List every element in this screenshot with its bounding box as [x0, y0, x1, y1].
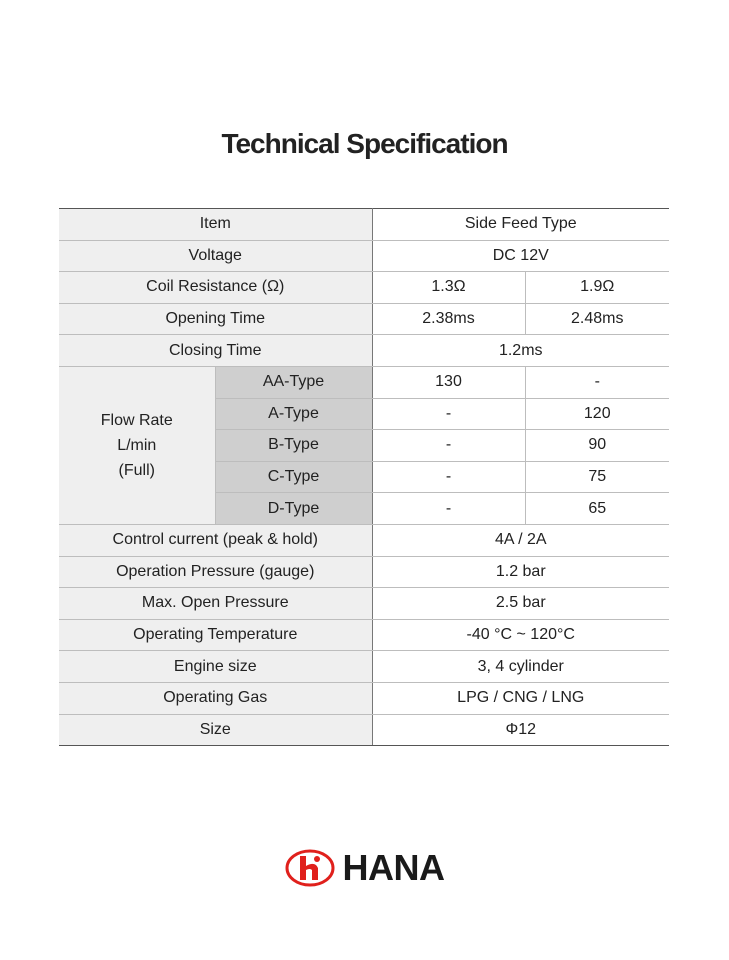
flow-value-d-2: 65: [525, 493, 669, 525]
table-row: [59, 556, 669, 588]
header-type: Side Feed Type: [372, 209, 669, 241]
table-row: [59, 366, 669, 398]
flow-rate-label-line-1: Flow Rate: [100, 411, 173, 429]
flow-rate-label: [59, 366, 215, 524]
opening-time-value-1: 2.38ms: [372, 303, 525, 335]
flow-value-a-1: -: [372, 398, 525, 430]
size-value: Φ12: [372, 714, 669, 746]
table-row: [59, 240, 669, 272]
flow-value-c-1: -: [372, 461, 525, 493]
hana-logo-icon: [285, 849, 335, 887]
table-row: [59, 209, 669, 241]
table-row: [59, 524, 669, 556]
table-row: [59, 619, 669, 651]
flow-type-aa: AA-Type: [215, 366, 372, 398]
flow-value-d-1: -: [372, 493, 525, 525]
opening-time-value-2: 2.48ms: [525, 303, 669, 335]
voltage-label: Voltage: [59, 240, 372, 272]
size-label: Size: [59, 714, 372, 746]
spec-table: [59, 208, 669, 746]
table-row: [59, 588, 669, 620]
flow-value-aa-1: 130: [372, 366, 525, 398]
coil-resistance-value-2: 1.9Ω: [525, 272, 669, 304]
table-row: [59, 303, 669, 335]
flow-type-b: B-Type: [215, 430, 372, 462]
operating-gas-label: Operating Gas: [59, 682, 372, 714]
operating-temperature-label: Operating Temperature: [59, 619, 372, 651]
operation-pressure-value: 1.2 bar: [372, 556, 669, 588]
logo-text: HANA: [342, 847, 445, 888]
flow-value-c-2: 75: [525, 461, 669, 493]
closing-time-label: Closing Time: [59, 335, 372, 367]
flow-value-a-2: 120: [525, 398, 669, 430]
page-title: Technical Specification: [221, 128, 508, 159]
operating-gas-value: LPG / CNG / LNG: [372, 682, 669, 714]
opening-time-label: Opening Time: [59, 303, 372, 335]
flow-type-d: D-Type: [215, 493, 372, 525]
flow-rate-label-line-2: L/min: [117, 436, 157, 454]
flow-type-c: C-Type: [215, 461, 372, 493]
flow-rate-label-line-3: (Full): [118, 461, 155, 479]
operation-pressure-label: Operation Pressure (gauge): [59, 556, 372, 588]
flow-type-a: A-Type: [215, 398, 372, 430]
table-row: [59, 335, 669, 367]
coil-resistance-label: Coil Resistance (Ω): [59, 272, 372, 304]
max-open-pressure-value: 2.5 bar: [372, 588, 669, 620]
engine-size-label: Engine size: [59, 651, 372, 683]
max-open-pressure-label: Max. Open Pressure: [59, 588, 372, 620]
hana-logo: [0, 848, 729, 888]
closing-time-value: 1.2ms: [372, 335, 669, 367]
voltage-value: DC 12V: [372, 240, 669, 272]
control-current-label: Control current (peak & hold): [59, 524, 372, 556]
table-row: [59, 714, 669, 746]
flow-value-aa-2: -: [525, 366, 669, 398]
control-current-value: 4A / 2A: [372, 524, 669, 556]
flow-value-b-1: -: [372, 430, 525, 462]
table-row: [59, 651, 669, 683]
operating-temperature-value: -40 °C ~ 120°C: [372, 619, 669, 651]
engine-size-value: 3, 4 cylinder: [372, 651, 669, 683]
flow-value-b-2: 90: [525, 430, 669, 462]
table-row: [59, 682, 669, 714]
table-row: [59, 272, 669, 304]
header-item: Item: [59, 209, 372, 241]
coil-resistance-value-1: 1.3Ω: [372, 272, 525, 304]
